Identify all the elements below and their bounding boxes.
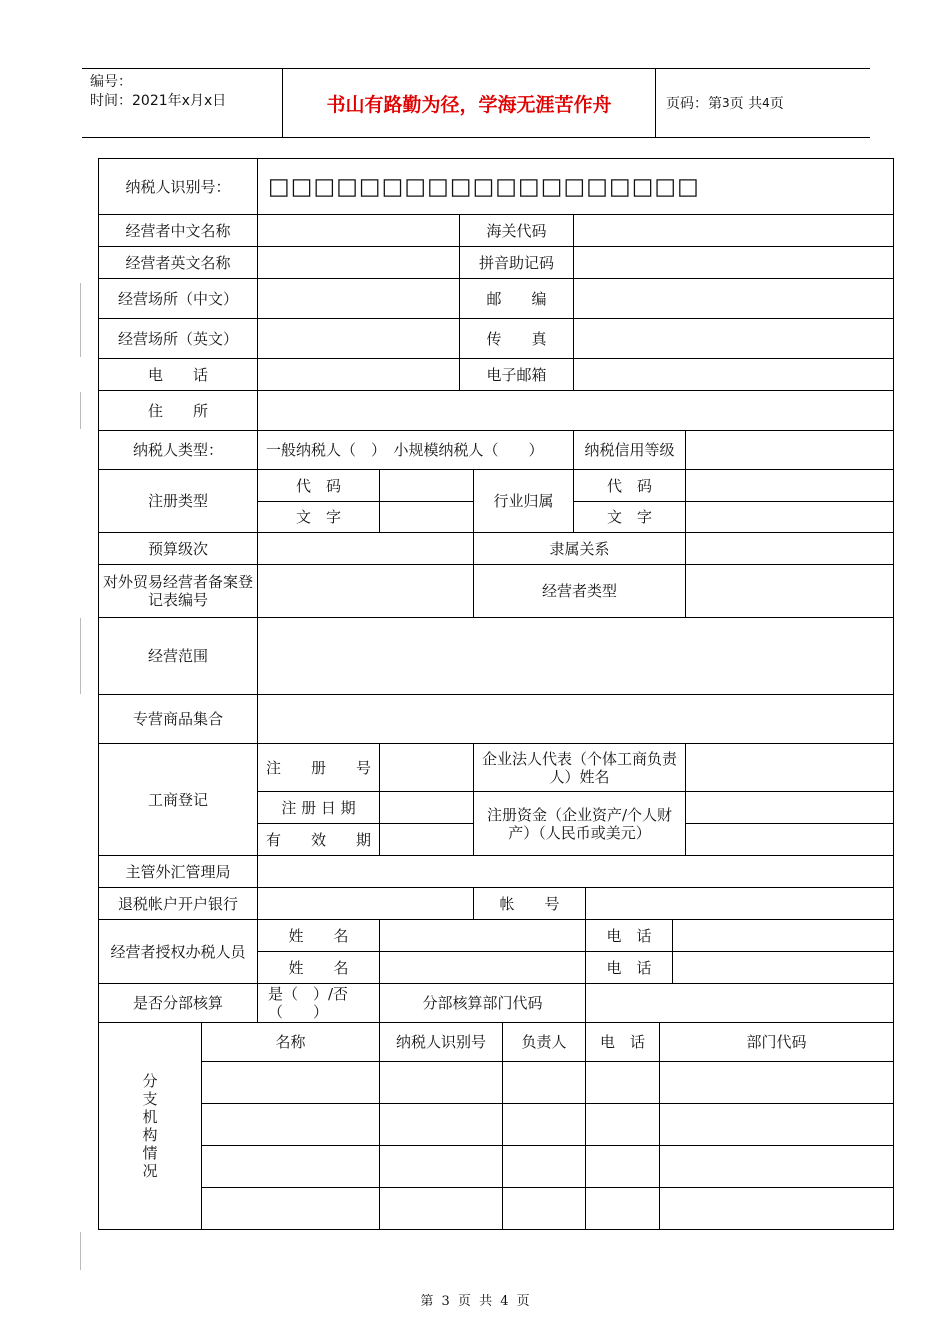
staff-phone-field-1[interactable] xyxy=(672,919,894,952)
postcode-field[interactable] xyxy=(573,278,894,319)
valid-period-label: 有 效 期 xyxy=(257,823,380,856)
month-unit: 月 xyxy=(189,93,204,109)
branch-row-4-phone[interactable] xyxy=(585,1187,660,1230)
branch-row-3-taxid[interactable] xyxy=(379,1145,503,1188)
email-field[interactable] xyxy=(573,358,894,391)
branch-accounting-label: 是否分部核算 xyxy=(98,983,258,1023)
operator-type-label: 经营者类型 xyxy=(473,564,686,618)
name-cn-field[interactable] xyxy=(257,214,460,247)
footer-p1: 第 xyxy=(420,1294,434,1309)
col-name-header: 名称 xyxy=(201,1022,380,1062)
staff-name-field-2[interactable] xyxy=(379,951,586,984)
page-mid: 页 共 xyxy=(729,96,763,112)
branch-accounting-options[interactable]: 是（ ）/否（ ） xyxy=(257,983,380,1023)
header-meta xyxy=(82,69,282,137)
customs-code-field[interactable] xyxy=(573,214,894,247)
email-label: 电子邮箱 xyxy=(459,358,574,391)
reg-date-field[interactable] xyxy=(379,791,474,824)
margin-line xyxy=(80,392,81,429)
monopoly-goods-label: 专营商品集合 xyxy=(98,694,258,744)
authorized-staff-label: 经营者授权办税人员 xyxy=(98,919,258,984)
legal-rep-label: 企业法人代表（个体工商负责人）姓名 xyxy=(473,743,686,792)
branch-row-3-dept[interactable] xyxy=(659,1145,894,1188)
branch-row-1-phone[interactable] xyxy=(585,1061,660,1104)
place-en-field[interactable] xyxy=(257,318,460,359)
col-dept-header: 部门代码 xyxy=(659,1022,894,1062)
place-cn-label: 经营场所（中文） xyxy=(98,278,258,319)
month: x xyxy=(181,93,190,109)
footer-p3: 共 xyxy=(479,1294,493,1309)
phone-label: 电 话 xyxy=(98,358,258,391)
forex-bureau-label: 主管外汇管理局 xyxy=(98,855,258,888)
business-scope-label: 经营范围 xyxy=(98,617,258,695)
header-motto: 书山有路勤为径，学海无涯苦作舟 xyxy=(282,69,656,137)
phone-field[interactable] xyxy=(257,358,460,391)
branch-row-3-name[interactable] xyxy=(201,1145,380,1188)
foreign-trade-no-label: 对外贸易经营者备案登记表编号 xyxy=(98,564,258,618)
col-person-header: 负责人 xyxy=(502,1022,586,1062)
affiliation-label: 隶属关系 xyxy=(473,532,686,565)
reg-type-text-field[interactable] xyxy=(379,501,474,533)
branch-row-1-person[interactable] xyxy=(502,1061,586,1104)
residence-label: 住 所 xyxy=(98,390,258,431)
place-cn-field[interactable] xyxy=(257,278,460,319)
legal-rep-field[interactable] xyxy=(685,743,894,792)
branch-info-char: 情 xyxy=(142,1144,158,1162)
name-en-label: 经营者英文名称 xyxy=(98,246,258,279)
taxpayer-type-options[interactable]: 一般纳税人（ ） 小规模纳税人（ ） xyxy=(257,430,574,470)
branch-row-1-dept[interactable] xyxy=(659,1061,894,1104)
branch-row-1-name[interactable] xyxy=(201,1061,380,1104)
branch-info-label xyxy=(98,1022,202,1230)
budget-level-label: 预算级次 xyxy=(98,532,258,565)
branch-row-4-name[interactable] xyxy=(201,1187,380,1230)
col-phone-header: 电 话 xyxy=(585,1022,660,1062)
name-cn-label: 经营者中文名称 xyxy=(98,214,258,247)
refund-bank-field[interactable] xyxy=(257,887,474,920)
reg-no-label: 注 册 号 xyxy=(257,743,380,792)
margin-line xyxy=(80,618,81,694)
day: x xyxy=(203,93,213,109)
credit-level-label: 纳税信用等级 xyxy=(573,430,686,470)
staff-phone-field-2[interactable] xyxy=(672,951,894,984)
col-taxid-header: 纳税人识别号 xyxy=(379,1022,503,1062)
affiliation-field[interactable] xyxy=(685,532,894,565)
branch-row-2-person[interactable] xyxy=(502,1103,586,1146)
staff-phone-label-2: 电 话 xyxy=(585,951,673,984)
time-label: 时间： xyxy=(90,93,132,109)
staff-name-field-1[interactable] xyxy=(379,919,586,952)
day-unit: 日 xyxy=(212,93,227,109)
reg-type-code-field[interactable] xyxy=(379,469,474,502)
taxpayer-type-label: 纳税人类型： xyxy=(98,430,258,470)
taxpayer-id-label: 纳税人识别号： xyxy=(98,158,258,215)
year-unit: 年 xyxy=(167,93,182,109)
residence-field[interactable] xyxy=(257,390,894,431)
page-total: 4 xyxy=(762,96,770,110)
footer-page-total: 4 xyxy=(500,1294,509,1309)
reg-date-label: 注 册 日 期 xyxy=(257,791,380,824)
refund-bank-label: 退税帐户开户银行 xyxy=(98,887,258,920)
valid-period-field[interactable] xyxy=(379,823,474,856)
branch-row-2-taxid[interactable] xyxy=(379,1103,503,1146)
footer-p2: 页 xyxy=(457,1294,471,1309)
pinyin-code-label: 拼音助记码 xyxy=(459,246,574,279)
reg-capital-field-1[interactable] xyxy=(685,791,894,824)
staff-name-label-1: 姓 名 xyxy=(257,919,380,952)
page-header xyxy=(82,68,870,138)
footer-page-number: 3 xyxy=(441,1294,450,1309)
industry-text-label: 文 字 xyxy=(573,501,686,533)
account-no-label: 帐 号 xyxy=(473,887,586,920)
page-end: 页 xyxy=(769,96,784,112)
branch-dept-code-label: 分部核算部门代码 xyxy=(379,983,586,1023)
fax-field[interactable] xyxy=(573,318,894,359)
branch-row-1-taxid[interactable] xyxy=(379,1061,503,1104)
margin-line xyxy=(80,1232,81,1270)
branch-info-char: 构 xyxy=(142,1126,158,1144)
footer-p4: 页 xyxy=(516,1294,530,1309)
operator-type-field[interactable] xyxy=(685,564,894,618)
pinyin-code-field[interactable] xyxy=(573,246,894,279)
page-footer xyxy=(0,1290,950,1309)
biz-registration-label: 工商登记 xyxy=(98,743,258,856)
branch-row-2-dept[interactable] xyxy=(659,1103,894,1146)
industry-label: 行业归属 xyxy=(473,469,574,533)
header-page-info xyxy=(656,69,870,137)
customs-code-label: 海关代码 xyxy=(459,214,574,247)
branch-row-2-name[interactable] xyxy=(201,1103,380,1146)
staff-phone-label-1: 电 话 xyxy=(585,919,673,952)
branch-row-3-phone[interactable] xyxy=(585,1145,660,1188)
branch-row-4-person[interactable] xyxy=(502,1187,586,1230)
fax-label: 传 真 xyxy=(459,318,574,359)
margin-line xyxy=(80,283,81,357)
monopoly-goods-field[interactable] xyxy=(257,694,894,744)
year: 2021 xyxy=(132,93,168,109)
industry-text-field[interactable] xyxy=(685,501,894,533)
business-scope-field[interactable] xyxy=(257,617,894,695)
postcode-label: 邮 编 xyxy=(459,278,574,319)
account-no-field[interactable] xyxy=(585,887,894,920)
taxpayer-id-boxes[interactable]: □□□□□□□□□□□□□□□□□□□ xyxy=(257,158,894,215)
place-en-label: 经营场所（英文） xyxy=(98,318,258,359)
industry-code-field[interactable] xyxy=(685,469,894,502)
reg-type-code-label: 代 码 xyxy=(257,469,380,502)
page-label: 页码：第 xyxy=(666,96,722,112)
page-number: 3 xyxy=(722,96,730,110)
branch-row-4-taxid[interactable] xyxy=(379,1187,503,1230)
foreign-trade-no-field[interactable] xyxy=(257,564,474,618)
time-line xyxy=(90,92,274,111)
industry-code-label: 代 码 xyxy=(573,469,686,502)
branch-row-4-dept[interactable] xyxy=(659,1187,894,1230)
reg-capital-label: 注册资金（企业资产/个人财产）（人民币或美元） xyxy=(473,791,686,856)
number-label: 编号： xyxy=(90,74,132,90)
branch-row-3-person[interactable] xyxy=(502,1145,586,1188)
reg-type-text-label: 文 字 xyxy=(257,501,380,533)
branch-dept-code-field[interactable] xyxy=(585,983,894,1023)
staff-name-label-2: 姓 名 xyxy=(257,951,380,984)
registration-form xyxy=(98,158,894,1230)
credit-level-field[interactable] xyxy=(685,430,894,470)
reg-no-field[interactable] xyxy=(379,743,474,792)
forex-bureau-field[interactable] xyxy=(257,855,894,888)
budget-level-field[interactable] xyxy=(257,532,474,565)
name-en-field[interactable] xyxy=(257,246,460,279)
reg-type-label: 注册类型 xyxy=(98,469,258,533)
branch-row-2-phone[interactable] xyxy=(585,1103,660,1146)
reg-capital-field-2[interactable] xyxy=(685,823,894,856)
branch-info-char: 支 xyxy=(142,1090,158,1108)
branch-info-char: 机 xyxy=(142,1108,158,1126)
branch-info-char: 分 xyxy=(142,1072,158,1090)
branch-info-char: 况 xyxy=(142,1162,158,1180)
